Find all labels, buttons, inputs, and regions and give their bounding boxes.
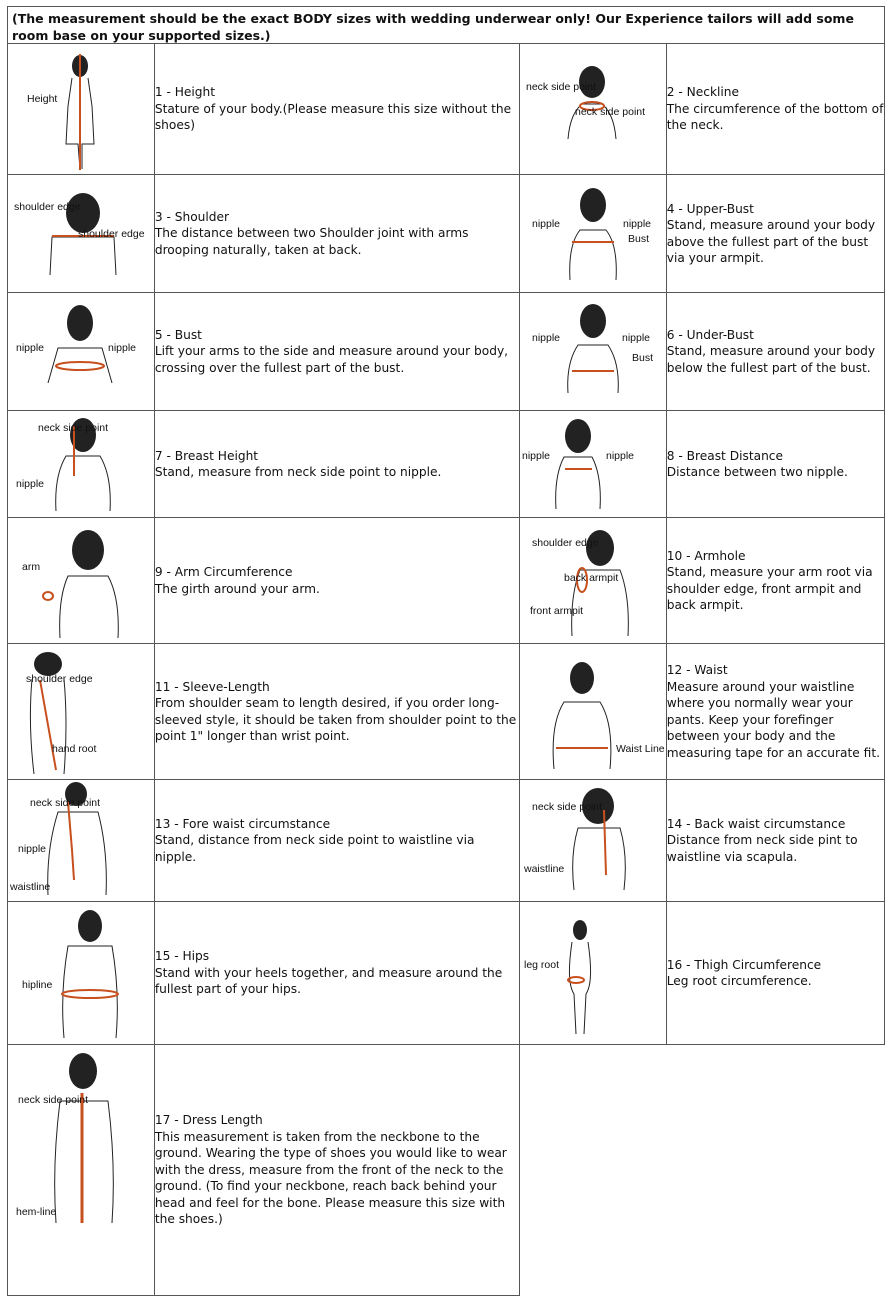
label-neck-side-point: neck side point bbox=[30, 797, 101, 809]
item-description: This measurement is taken from the neckbone to the ground. Wearing the type of shoes you would like to wear with the dress, measure from the front of the neck to the ground. (To find your neckbone, reach back behind your head and feel for the bone. Please measure this size with the shoes.) bbox=[154, 1129, 507, 1227]
label-hipline: hipline bbox=[22, 979, 53, 991]
item-description: The girth around your arm. bbox=[154, 581, 320, 596]
item-7 bbox=[154, 411, 519, 518]
label-arm: arm bbox=[22, 561, 41, 573]
figure-cell bbox=[8, 44, 155, 175]
item-4 bbox=[666, 175, 884, 293]
item-title: 11 - Sleeve-Length bbox=[154, 679, 270, 694]
label-nipple: nipple bbox=[621, 332, 650, 344]
label-shoulder-edge: shoulder edge bbox=[531, 537, 599, 549]
label-waist-line: Waist Line bbox=[615, 743, 665, 755]
figure-cell bbox=[8, 644, 155, 780]
label-front-armpit: front armpit bbox=[529, 605, 584, 617]
label-leg-root: leg root bbox=[523, 959, 559, 971]
empty-cell bbox=[519, 1045, 884, 1296]
size-chart bbox=[7, 6, 885, 1296]
item-description: Stand, measure from neck side point to nipple. bbox=[154, 465, 442, 479]
figure-cell bbox=[519, 175, 666, 293]
label-nipple: nipple bbox=[622, 218, 651, 230]
bust-figure bbox=[8, 293, 153, 410]
item-title: 2 - Neckline bbox=[666, 85, 740, 100]
label-nipple: nipple bbox=[108, 342, 137, 354]
item-title: 3 - Shoulder bbox=[154, 209, 230, 224]
label-nipple: nipple bbox=[531, 332, 560, 344]
figure-cell bbox=[8, 518, 155, 644]
figure-cell bbox=[8, 293, 155, 411]
label-nipple: nipple bbox=[18, 843, 47, 855]
item-description: The distance between two Shoulder joint with arms drooping naturally, taken at back. bbox=[154, 226, 469, 257]
item-description: Stature of your body.(Please measure this size without the shoes) bbox=[154, 101, 512, 133]
shoulder-figure bbox=[8, 175, 153, 292]
item-title: 4 - Upper-Bust bbox=[666, 201, 754, 216]
item-title: 6 - Under-Bust bbox=[666, 327, 754, 342]
item-2 bbox=[666, 44, 884, 175]
table-row bbox=[8, 902, 885, 1045]
item-13 bbox=[154, 780, 519, 902]
item-description: Stand, distance from neck side point to waistline via nipple. bbox=[154, 833, 475, 864]
label-bust: Bust bbox=[627, 233, 649, 245]
item-title: 8 - Breast Distance bbox=[666, 448, 783, 463]
label-neck-side-point: neck side point bbox=[18, 1094, 89, 1106]
table-row bbox=[8, 644, 885, 780]
figure-cell bbox=[8, 1045, 155, 1296]
waist-figure bbox=[520, 644, 665, 779]
figure-cell bbox=[519, 780, 666, 902]
figure-cell bbox=[8, 411, 155, 518]
figure-cell bbox=[8, 902, 155, 1045]
item-title: 13 - Fore waist circumstance bbox=[154, 816, 331, 831]
thigh-figure bbox=[520, 902, 665, 1044]
label-nipple: nipple bbox=[16, 342, 45, 354]
item-8 bbox=[666, 411, 884, 518]
label-nipple: nipple bbox=[531, 218, 560, 230]
back-waist-figure bbox=[520, 780, 665, 901]
figure-cell bbox=[519, 411, 666, 518]
figure-cell bbox=[519, 518, 666, 644]
item-12 bbox=[666, 644, 884, 780]
figure-cell bbox=[519, 902, 666, 1045]
item-description: Stand, measure your arm root via shoulder edge, front armpit and back armpit. bbox=[666, 565, 873, 612]
neckline-figure bbox=[520, 44, 665, 174]
label-hem-line: hem-line bbox=[16, 1206, 57, 1218]
item-17 bbox=[154, 1045, 519, 1296]
dress-length-figure bbox=[8, 1045, 153, 1295]
item-1 bbox=[154, 44, 519, 175]
item-description: Lift your arms to the side and measure around your body, crossing over the fullest part of the bust. bbox=[154, 344, 509, 375]
item-15 bbox=[154, 902, 519, 1045]
upper-bust-figure bbox=[520, 175, 665, 292]
table-row bbox=[8, 44, 885, 175]
item-description: Stand, measure around your body below the fullest part of the bust. bbox=[666, 344, 876, 375]
figure-cell bbox=[519, 44, 666, 175]
fore-waist-figure bbox=[8, 780, 153, 901]
item-description: From shoulder seam to length desired, if you order long-sleeved style, it should be taken from shoulder point to the point 1" longer than wrist point. bbox=[154, 696, 517, 743]
item-11 bbox=[154, 644, 519, 780]
measurement-table bbox=[7, 43, 885, 1296]
label-back-armpit: back armpit bbox=[563, 572, 619, 584]
item-title: 9 - Arm Circumference bbox=[154, 565, 293, 579]
label-waistline: waistline bbox=[523, 863, 565, 875]
label-shoulder-edge: shoulder edge bbox=[26, 673, 93, 685]
item-title: 5 - Bust bbox=[154, 327, 202, 342]
label-neck-side-point: neck side point bbox=[38, 422, 109, 434]
item-title: 1 - Height bbox=[154, 85, 216, 100]
measurement-notice: (The measurement should be the exact BODY sizes with wedding underwear only! Our Experience tailors will add some room base on your supported sizes.) bbox=[7, 6, 885, 43]
hips-figure bbox=[8, 902, 153, 1044]
item-3 bbox=[154, 175, 519, 293]
label-height: Height bbox=[27, 93, 58, 105]
item-14 bbox=[666, 780, 884, 902]
figure-cell bbox=[519, 293, 666, 411]
label-bust: Bust bbox=[631, 352, 653, 364]
table-row bbox=[8, 175, 885, 293]
item-title: 7 - Breast Height bbox=[154, 448, 259, 463]
item-description: Leg root circumference. bbox=[666, 974, 812, 988]
item-16 bbox=[666, 902, 884, 1045]
item-10 bbox=[666, 518, 884, 644]
item-description: Stand with your heels together, and measure around the fullest part of your hips. bbox=[154, 965, 503, 997]
item-title: 15 - Hips bbox=[154, 949, 210, 964]
item-description: Distance between two nipple. bbox=[666, 465, 848, 479]
figure-cell bbox=[519, 644, 666, 780]
label-nipple: nipple bbox=[16, 478, 45, 490]
table-row bbox=[8, 1045, 885, 1296]
label-nipple: nipple bbox=[521, 450, 550, 462]
item-title: 16 - Thigh Circumference bbox=[666, 957, 822, 972]
table-row bbox=[8, 411, 885, 518]
item-title: 12 - Waist bbox=[666, 663, 728, 677]
item-6 bbox=[666, 293, 884, 411]
label-neck-side-point: neck side point bbox=[525, 81, 596, 93]
breast-height-figure bbox=[8, 411, 153, 517]
label-shoulder-edge: shoulder edge bbox=[78, 228, 145, 240]
sleeve-length-figure bbox=[8, 644, 153, 779]
item-5 bbox=[154, 293, 519, 411]
figure-cell bbox=[8, 175, 155, 293]
height-figure bbox=[8, 44, 153, 174]
label-hand-root: hand root bbox=[52, 743, 97, 755]
label-waistline: waistline bbox=[10, 881, 51, 893]
item-9 bbox=[154, 518, 519, 644]
breast-distance-figure bbox=[520, 411, 665, 517]
item-title: 14 - Back waist circumstance bbox=[666, 816, 846, 831]
item-title: 10 - Armhole bbox=[666, 548, 746, 563]
under-bust-figure bbox=[520, 293, 665, 410]
label-neck-side-point: neck side point bbox=[531, 801, 602, 813]
table-row bbox=[8, 518, 885, 644]
label-shoulder-edge: shoulder edge bbox=[14, 201, 81, 213]
table-row bbox=[8, 293, 885, 411]
item-description: The circumference of the bottom of the neck. bbox=[666, 101, 884, 133]
label-nipple: nipple bbox=[605, 450, 634, 462]
item-description: Stand, measure around your body above the fullest part of the bust via your armpit. bbox=[666, 218, 876, 265]
item-description: Distance from neck side pint to waistline via scapula. bbox=[666, 833, 858, 864]
arm-figure bbox=[8, 518, 153, 643]
armhole-figure bbox=[520, 518, 665, 643]
figure-cell bbox=[8, 780, 155, 902]
table-row bbox=[8, 780, 885, 902]
item-description: Measure around your waistline where you normally wear your pants. Keep your forefinger between your body and the measuring tape for an accurate fit. bbox=[666, 679, 880, 760]
label-neck-side-point: neck side point bbox=[574, 106, 645, 118]
item-title: 17 - Dress Length bbox=[154, 1113, 263, 1128]
